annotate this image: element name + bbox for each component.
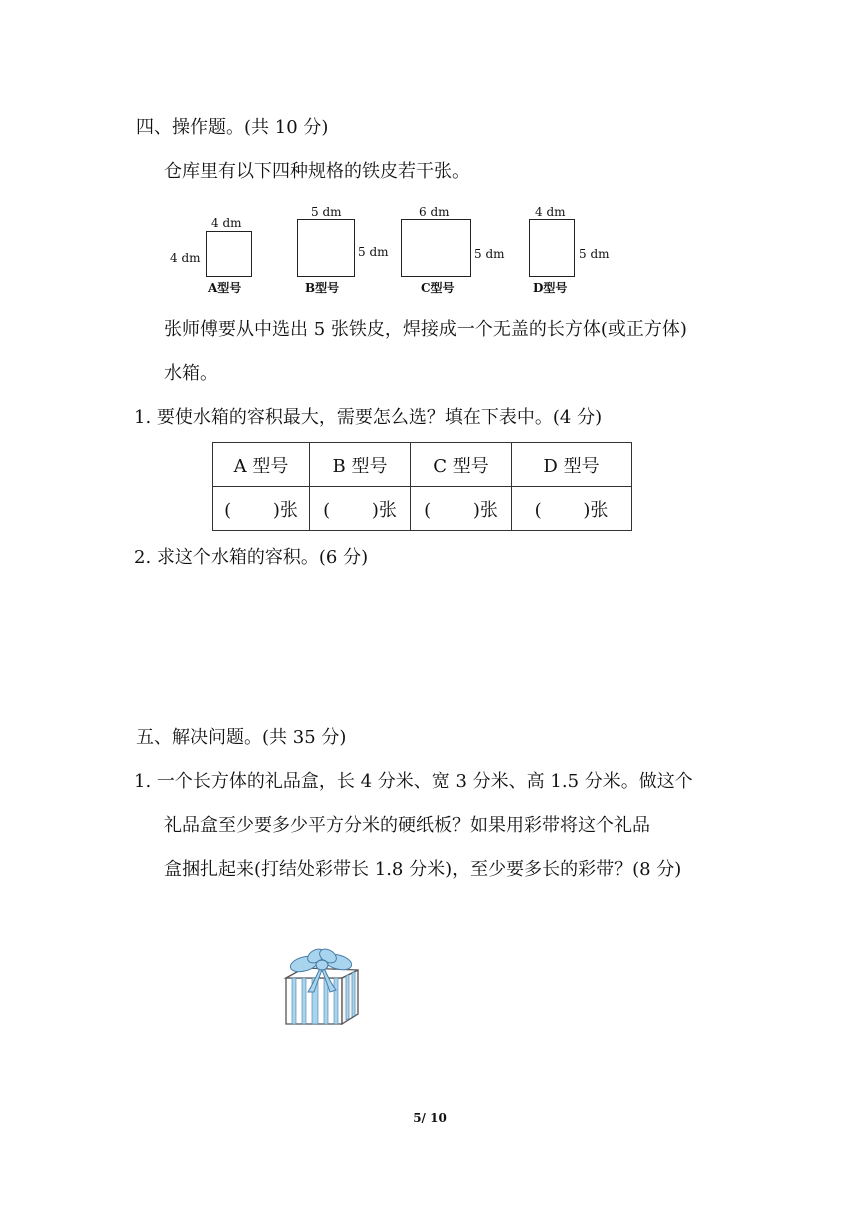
question-5-1-line-3: 盒捆扎起来(打结处彩带长 1.8 分米)，至少要多长的彩带？(8 分) xyxy=(164,859,682,880)
answer-table-header: A 型号 xyxy=(213,443,310,487)
answer-table-header-row xyxy=(213,443,632,487)
sheet-c-top-label: 6 dm xyxy=(419,205,450,219)
question-5-1-line-1: 1. 一个长方体的礼品盒，长 4 分米、宽 3 分米、高 1.5 分米。做这个 xyxy=(134,771,693,792)
sheet-d-rectangle xyxy=(529,219,575,277)
answer-table-cell[interactable]: ( )张 xyxy=(213,487,310,531)
sheet-d-top-label: 4 dm xyxy=(535,205,566,219)
answer-table-row xyxy=(213,487,632,531)
section-4-intro: 仓库里有以下四种规格的铁皮若干张。 xyxy=(164,161,470,182)
sheet-c-name: C型号 xyxy=(421,281,455,295)
section-4-heading: 四、操作题。(共 10 分) xyxy=(136,117,329,138)
question-4-2: 2. 求这个水箱的容积。(6 分) xyxy=(134,547,369,568)
sheet-b-side-label: 5 dm xyxy=(358,245,389,259)
question-5-1-line-2: 礼品盒至少要多少平方分米的硬纸板？如果用彩带将这个礼品 xyxy=(164,815,650,836)
answer-table-cell[interactable]: ( )张 xyxy=(512,487,632,531)
gift-box-icon xyxy=(280,948,364,1028)
section-4-desc-line-2: 水箱。 xyxy=(164,363,218,384)
answer-table-cell[interactable]: ( )张 xyxy=(310,487,411,531)
page-number: 5/ 10 xyxy=(413,1111,447,1125)
answer-table-header: B 型号 xyxy=(310,443,411,487)
answer-table-cell[interactable]: ( )张 xyxy=(411,487,512,531)
question-4-1: 1. 要使水箱的容积最大，需要怎么选？填在下表中。(4 分) xyxy=(134,407,603,428)
sheet-b-name: B型号 xyxy=(305,281,340,295)
sheet-d-name: D型号 xyxy=(533,281,568,295)
section-5-heading: 五、解决问题。(共 35 分) xyxy=(136,727,347,748)
section-4-desc-line-1: 张师傅要从中选出 5 张铁皮，焊接成一个无盖的长方体(或正方体) xyxy=(164,319,687,340)
sheet-c-rectangle xyxy=(401,219,471,277)
answer-table xyxy=(212,442,632,531)
sheet-b-square xyxy=(297,219,355,277)
answer-table-header: D 型号 xyxy=(512,443,632,487)
sheet-a-top-label: 4 dm xyxy=(211,216,242,230)
sheet-a-side-label: 4 dm xyxy=(170,251,201,265)
sheet-c-side-label: 5 dm xyxy=(474,247,505,261)
answer-table-header: C 型号 xyxy=(411,443,512,487)
sheet-d-side-label: 5 dm xyxy=(579,247,610,261)
sheet-a-square xyxy=(206,231,252,277)
sheet-a-name: A型号 xyxy=(208,281,242,295)
sheet-b-top-label: 5 dm xyxy=(311,205,342,219)
